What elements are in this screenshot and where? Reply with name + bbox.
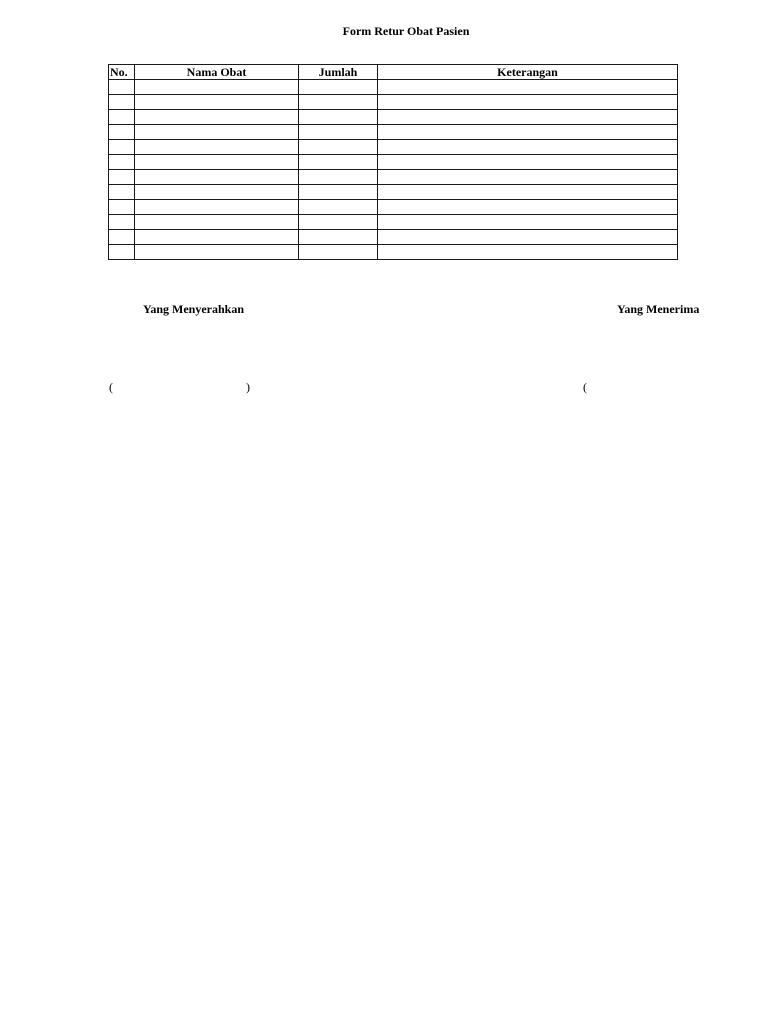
return-medicine-table — [108, 64, 678, 260]
signature-paren-open-right: ( — [583, 380, 587, 394]
table-row — [109, 245, 678, 260]
cell-no[interactable] — [109, 80, 135, 95]
cell-keterangan[interactable] — [378, 215, 678, 230]
cell-jumlah[interactable] — [299, 215, 378, 230]
table-row — [109, 125, 678, 140]
cell-no[interactable] — [109, 170, 135, 185]
cell-jumlah[interactable] — [299, 140, 378, 155]
cell-nama-obat[interactable] — [135, 215, 299, 230]
cell-nama-obat[interactable] — [135, 140, 299, 155]
cell-no[interactable] — [109, 215, 135, 230]
cell-keterangan[interactable] — [378, 140, 678, 155]
cell-keterangan[interactable] — [378, 155, 678, 170]
cell-no[interactable] — [109, 140, 135, 155]
table-row — [109, 215, 678, 230]
cell-jumlah[interactable] — [299, 80, 378, 95]
cell-no[interactable] — [109, 185, 135, 200]
cell-nama-obat[interactable] — [135, 80, 299, 95]
table-row — [109, 200, 678, 215]
cell-nama-obat[interactable] — [135, 170, 299, 185]
cell-nama-obat[interactable] — [135, 110, 299, 125]
cell-nama-obat[interactable] — [135, 155, 299, 170]
cell-jumlah[interactable] — [299, 95, 378, 110]
cell-no[interactable] — [109, 95, 135, 110]
header-nama-obat: Nama Obat — [135, 65, 299, 80]
table-row — [109, 140, 678, 155]
cell-nama-obat[interactable] — [135, 200, 299, 215]
cell-no[interactable] — [109, 125, 135, 140]
signature-paren-close-left: ) — [246, 380, 250, 394]
cell-jumlah[interactable] — [299, 155, 378, 170]
cell-keterangan[interactable] — [378, 170, 678, 185]
cell-nama-obat[interactable] — [135, 185, 299, 200]
table-row — [109, 95, 678, 110]
cell-keterangan[interactable] — [378, 125, 678, 140]
signature-paren-open-left: ( — [109, 380, 113, 394]
cell-nama-obat[interactable] — [135, 95, 299, 110]
cell-no[interactable] — [109, 110, 135, 125]
table-header-row — [109, 65, 678, 80]
table-row — [109, 110, 678, 125]
table-row — [109, 80, 678, 95]
table-row — [109, 155, 678, 170]
cell-jumlah[interactable] — [299, 230, 378, 245]
cell-nama-obat[interactable] — [135, 245, 299, 260]
cell-jumlah[interactable] — [299, 245, 378, 260]
cell-no[interactable] — [109, 200, 135, 215]
cell-jumlah[interactable] — [299, 185, 378, 200]
form-title: Form Retur Obat Pasien — [342, 24, 470, 38]
cell-jumlah[interactable] — [299, 200, 378, 215]
cell-no[interactable] — [109, 245, 135, 260]
header-keterangan: Keterangan — [378, 65, 678, 80]
cell-jumlah[interactable] — [299, 170, 378, 185]
cell-keterangan[interactable] — [378, 245, 678, 260]
cell-no[interactable] — [109, 155, 135, 170]
cell-keterangan[interactable] — [378, 185, 678, 200]
table-row — [109, 230, 678, 245]
cell-keterangan[interactable] — [378, 230, 678, 245]
cell-keterangan[interactable] — [378, 95, 678, 110]
cell-keterangan[interactable] — [378, 200, 678, 215]
cell-keterangan[interactable] — [378, 110, 678, 125]
header-no: No. — [109, 65, 135, 80]
table-row — [109, 170, 678, 185]
header-jumlah: Jumlah — [299, 65, 378, 80]
signature-label-receiver: Yang Menerima — [617, 302, 700, 316]
table-row — [109, 185, 678, 200]
cell-jumlah[interactable] — [299, 110, 378, 125]
signature-label-giver: Yang Menyerahkan — [143, 302, 245, 316]
cell-no[interactable] — [109, 230, 135, 245]
cell-nama-obat[interactable] — [135, 125, 299, 140]
table-body — [109, 80, 678, 260]
cell-nama-obat[interactable] — [135, 230, 299, 245]
cell-keterangan[interactable] — [378, 80, 678, 95]
cell-jumlah[interactable] — [299, 125, 378, 140]
